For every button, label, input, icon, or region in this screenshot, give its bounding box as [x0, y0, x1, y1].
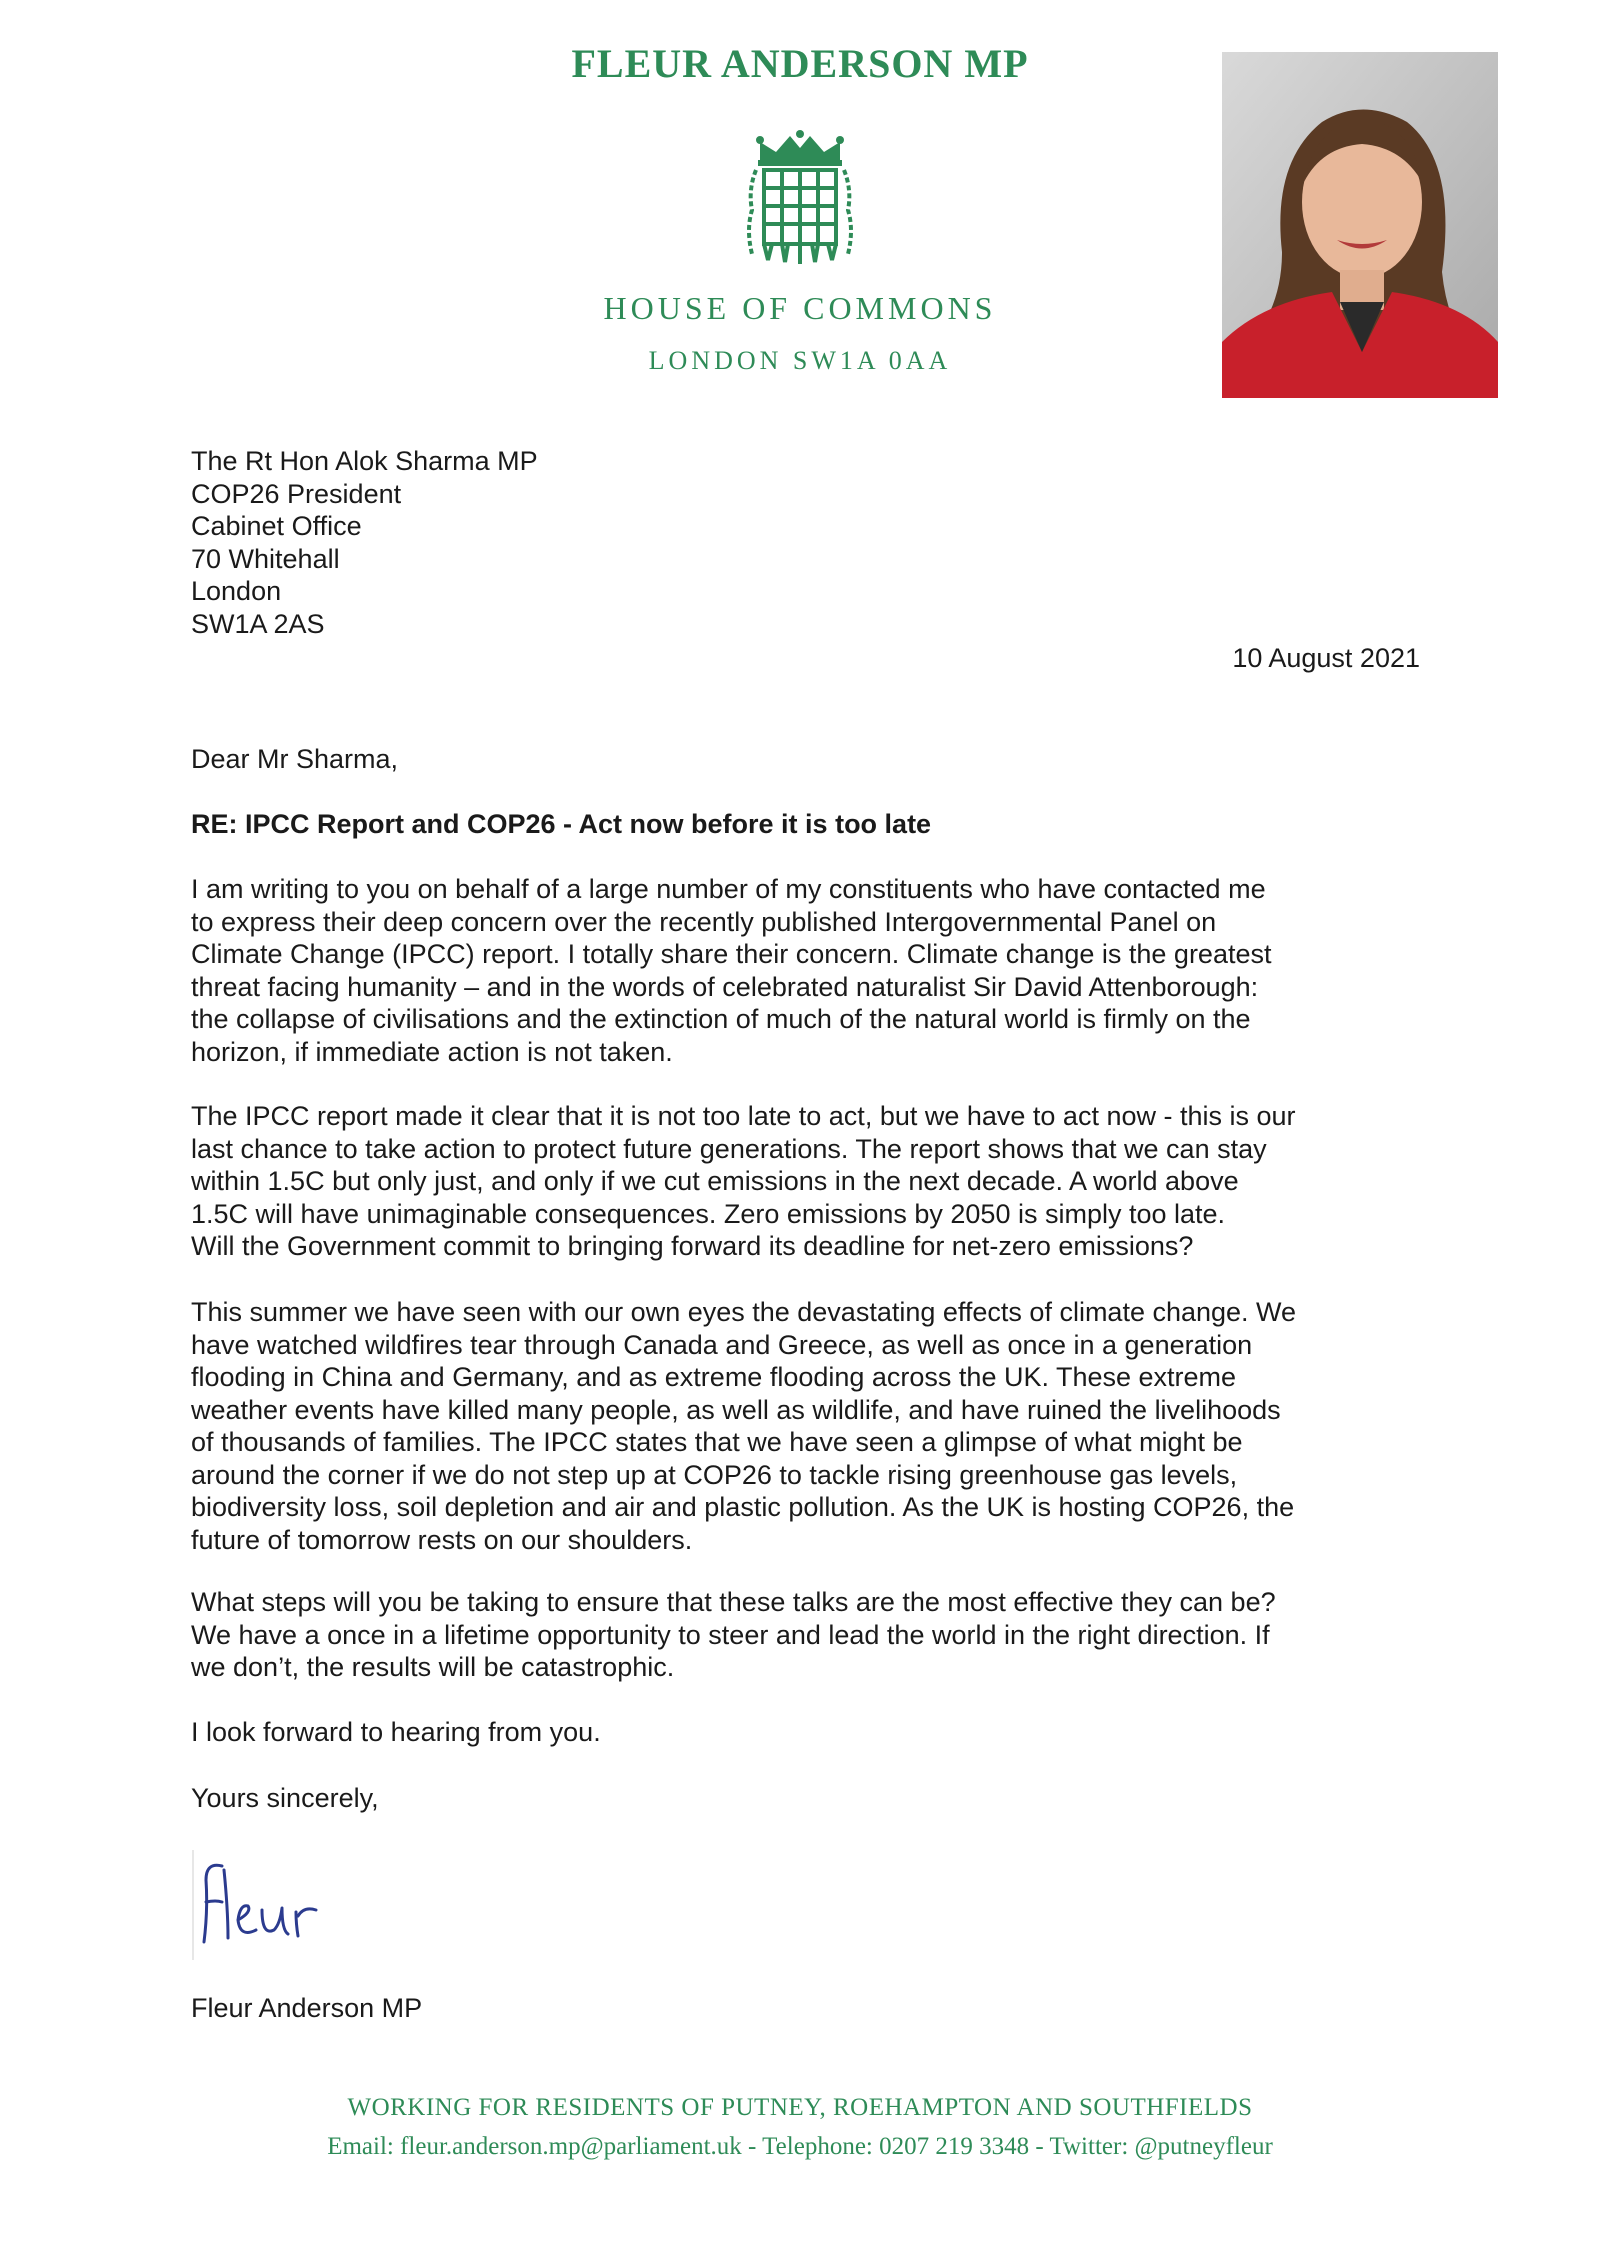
letterhead-house-address: LONDON SW1A 0AA — [648, 346, 952, 375]
paragraph-line: within 1.5C but only just, and only if we cut emissions in the next decade. A world above — [191, 1166, 1239, 1196]
paragraph-line: to express their deep concern over the recently published Intergovernmental Panel on — [191, 906, 1217, 937]
closing-line: I look forward to hearing from you. — [191, 1717, 601, 1747]
paragraph-line: flooding in China and Germany, and as extreme flooding across the UK. These extreme — [191, 1362, 1237, 1392]
subject-line: RE: IPCC Report and COP26 - Act now before it is too late — [191, 809, 932, 839]
body-paragraph — [191, 1586, 1421, 1684]
paragraph-line: we don’t, the results will be catastrophic. — [191, 1652, 675, 1682]
body-paragraph — [191, 873, 1421, 1068]
recipient-line: Cabinet Office — [191, 511, 362, 541]
paragraph-line: We have a once in a lifetime opportunity to steer and lead the world in the right direction. If — [191, 1619, 1270, 1650]
paragraph-line: 1.5C will have unimaginable consequences. Zero emissions by 2050 is simply too late. — [191, 1198, 1226, 1229]
paragraph-line: have watched wildfires tear through Canada and Greece, as well as once in a generation — [191, 1329, 1253, 1360]
paragraph-line: I am writing to you on behalf of a large number of my constituents who have contacted me — [191, 874, 1266, 904]
recipient-address — [191, 445, 891, 640]
paragraph-line: What steps will you be taking to ensure that these talks are the most effective they can be? — [191, 1587, 1276, 1617]
letterhead-house: HOUSE OF COMMONS — [603, 290, 997, 326]
paragraph-line: The IPCC report made it clear that it is not too late to act, but we have to act now - this is our — [191, 1101, 1296, 1131]
letterhead-mp-name: FLEUR ANDERSON MP — [571, 41, 1029, 86]
portrait-photo — [1222, 52, 1498, 398]
handwritten-signature — [190, 1850, 350, 1960]
letter-date: 10 August 2021 — [1232, 643, 1420, 673]
signatory-name: Fleur Anderson MP — [191, 1993, 423, 2023]
sign-off: Yours sincerely, — [191, 1783, 379, 1813]
paragraph-line: This summer we have seen with our own eyes the devastating effects of climate change. We — [191, 1297, 1297, 1327]
paragraph-line: Climate Change (IPCC) report. I totally share their concern. Climate change is the greatest — [191, 939, 1272, 969]
recipient-line: London — [191, 576, 282, 606]
paragraph-line: threat facing humanity – and in the words of celebrated naturalist Sir David Attenborough: — [191, 971, 1259, 1002]
paragraph-line: around the corner if we do not step up at COP26 to tackle rising greenhouse gas levels, — [191, 1459, 1238, 1490]
recipient-line: COP26 President — [191, 478, 402, 509]
footer-tagline: WORKING FOR RESIDENTS OF PUTNEY, ROEHAMPTON AND SOUTHFIELDS — [347, 2094, 1253, 2121]
recipient-line: 70 Whitehall — [191, 543, 340, 574]
paragraph-line: horizon, if immediate action is not taken. — [191, 1036, 673, 1067]
body-paragraph — [191, 1100, 1421, 1263]
paragraph-line: Will the Government commit to bringing forward its deadline for net-zero emissions? — [191, 1231, 1194, 1261]
footer-contact: Email: fleur.anderson.mp@parliament.uk - Telephone: 0207 219 3348 - Twitter: @putneyfleur — [327, 2133, 1273, 2160]
paragraph-line: biodiversity loss, soil depletion and air and plastic pollution. As the UK is hosting COP26, the — [191, 1492, 1295, 1522]
paragraph-line: weather events have killed many people, as well as wildlife, and have ruined the livelihoods — [191, 1394, 1281, 1425]
paragraph-line: last chance to take action to protect future generations. The report shows that we can stay — [191, 1133, 1267, 1164]
body-paragraph — [191, 1296, 1421, 1556]
paragraph-line: of thousands of families. The IPCC states that we have seen a glimpse of what might be — [191, 1427, 1243, 1457]
recipient-line: SW1A 2AS — [191, 608, 325, 639]
recipient-line: The Rt Hon Alok Sharma MP — [191, 446, 538, 476]
paragraph-line: the collapse of civilisations and the extinction of much of the natural world is firmly on the — [191, 1004, 1251, 1034]
paragraph-line: future of tomorrow rests on our shoulders. — [191, 1524, 693, 1555]
portcullis-icon — [738, 130, 862, 270]
salutation: Dear Mr Sharma, — [191, 744, 399, 774]
